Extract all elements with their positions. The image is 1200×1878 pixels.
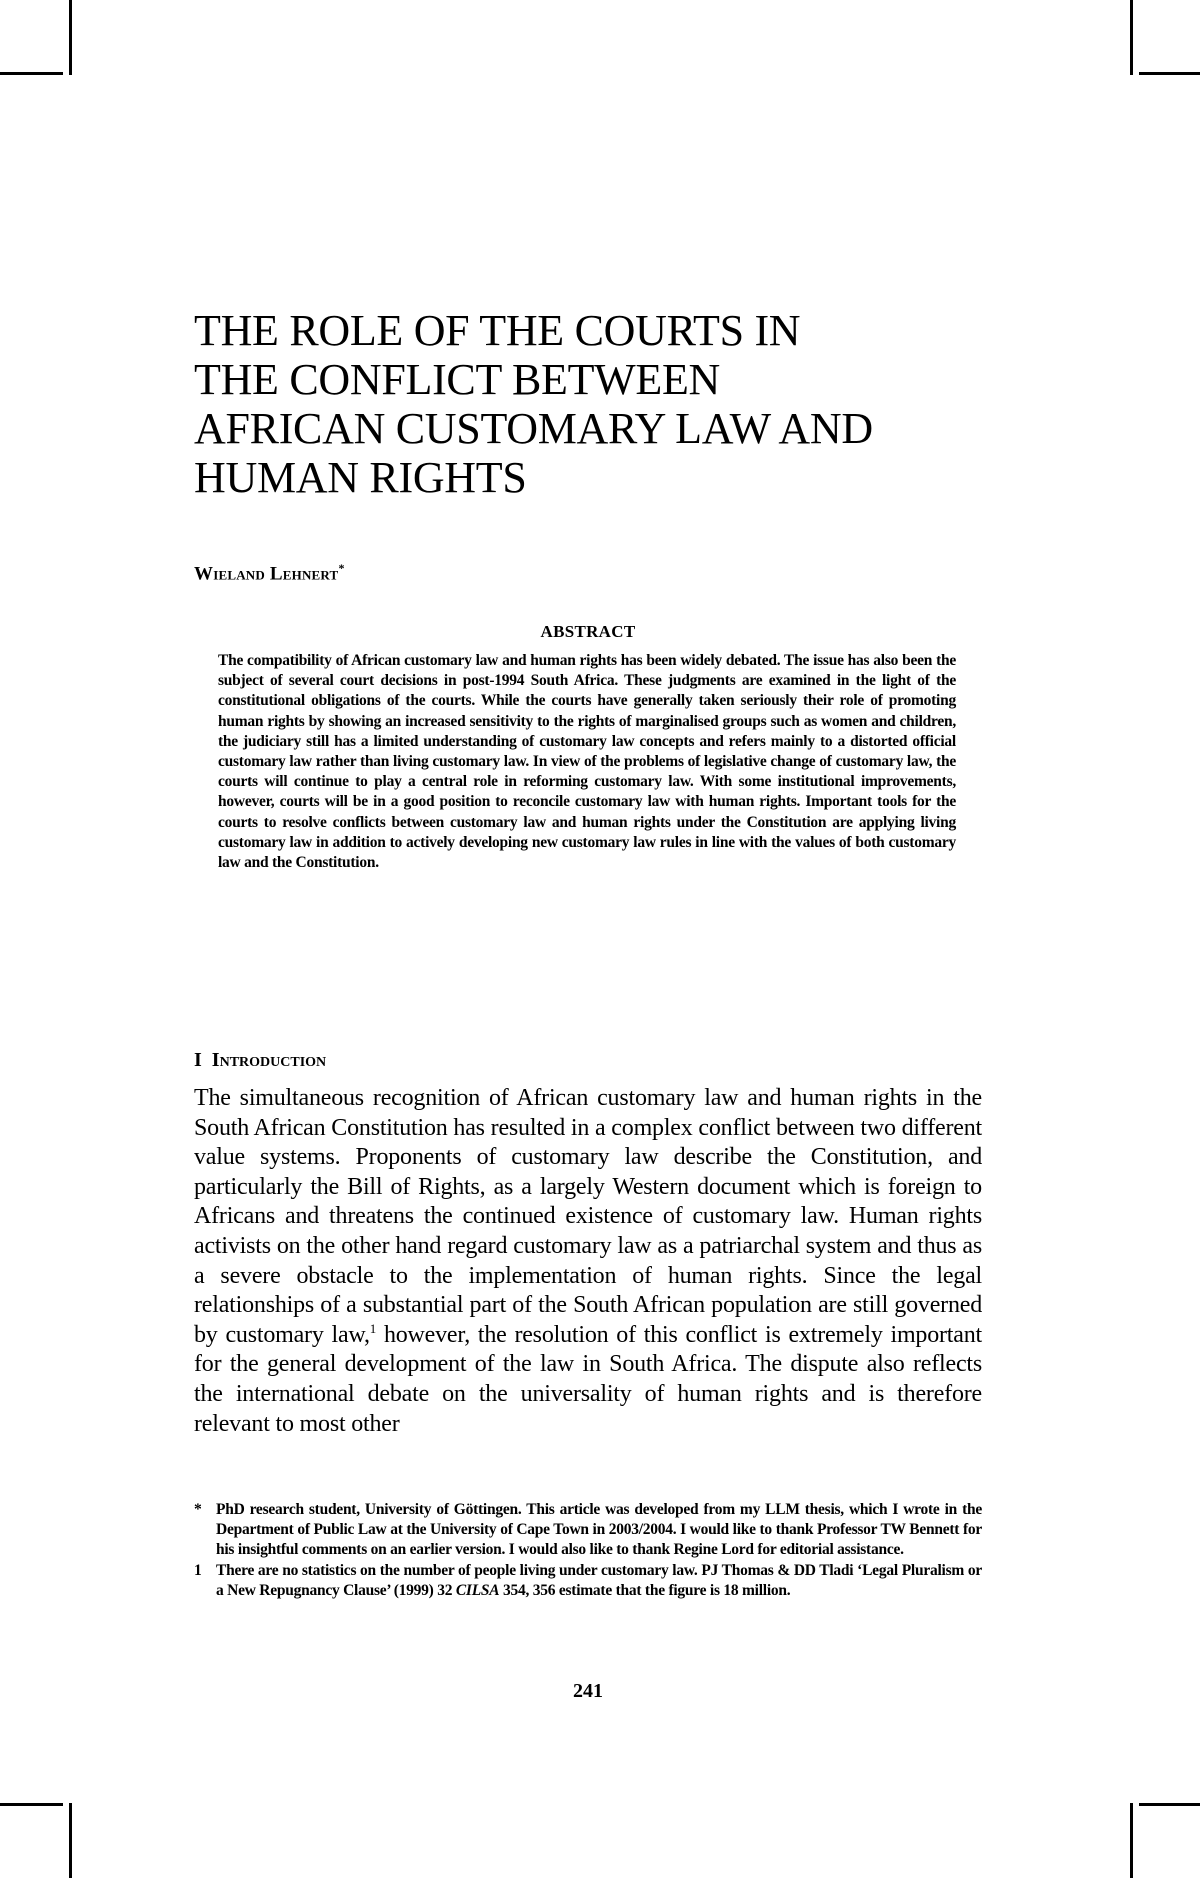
crop-mark-bottom-right-vertical [1130,1803,1133,1878]
footnote-mark: 1 [194,1561,202,1579]
abstract-heading: ABSTRACT [540,622,636,641]
footnote [194,1500,982,1561]
crop-mark-bottom-left-horizontal [0,1803,63,1806]
section-title: Introduction [211,1049,327,1071]
body-paragraph [194,1084,982,1439]
footnote [194,1561,982,1601]
crop-mark-bottom-left-vertical [69,1803,72,1878]
title-line: THE CONFLICT BETWEEN [194,355,721,404]
author-footnote-mark: * [338,561,345,575]
body-text-part-1: The simultaneous recognition of African customary law and human rights in the South African Constitution has resulted in a complex conflict between two different value systems. Proponents of customary law describe the Constitution, and particularly the Bill of Rights, as a largely Western document which is foreign to Africans and threatens the continued existence of customary law. Human rights activists on the other hand regard customary law as a patriarchal system and thus as a severe obstacle to the implementation of human rights. Since the legal relationships of a substantial part of the South African population are still governed by customary law, [194,1085,982,1348]
author-byline [194,561,345,585]
abstract-text: The compatibility of African customary law and human rights has been widely debated. The issue has also been the subject of several court decisions in post-1994 South Africa. These judgments are examined in the light of the constitutional obligations of the courts. While the courts have generally taken seriously their role of promoting human rights by showing an increased sensitivity to the rights of marginalised groups such as women and children, the judiciary still has a limited understanding of customary law concepts and refers mainly to a distorted official customary law rather than living customary law. In view of the problems of legislative change of customary law, the courts will continue to play a central role in reforming customary law. With some institutional improvements, however, courts will be in a good position to reconcile customary law with human rights. Important tools for the courts to resolve conflicts between customary law and human rights under the Constitution are applying living customary law in addition to actively developing new customary law rules in line with the values of both customary law and the Constitution. [218,652,956,872]
crop-mark-bottom-right-horizontal [1139,1803,1200,1806]
footnote-text-part-2: 354, 356 estimate that the figure is 18 million. [499,1581,791,1599]
crop-mark-top-right-vertical [1130,0,1133,75]
crop-mark-top-right-horizontal [1139,72,1200,75]
body-text-part-2: however, the resolution of this conflict is extremely important for the general development of the law in South Africa. The dispute also reflects the international debate on the universality of human rights and is therefore relevant to most other [194,1321,982,1437]
footnotes [194,1500,982,1601]
footnote-text-part-1: There are no statistics on the number of people living under customary law. PJ Thomas & DD Tladi ‘Legal Pluralism or a New Repugnancy Clause’ (1999) 32 [216,1561,982,1599]
section-number: I [194,1049,202,1071]
crop-mark-top-left-vertical [69,0,72,75]
footnote-reference: 1 [369,1320,377,1336]
section-heading [194,1049,326,1072]
footnote-text [216,1561,982,1601]
author-name: Wieland Lehnert [194,563,339,585]
title-line: HUMAN RIGHTS [194,453,527,502]
title-line: AFRICAN CUSTOMARY LAW AND [194,404,873,453]
title-line: THE ROLE OF THE COURTS IN [194,306,801,355]
crop-mark-top-left-horizontal [0,72,63,75]
article-title [194,306,1014,502]
journal-abbreviation: CILSA [455,1581,500,1599]
footnote-mark: * [194,1501,202,1518]
page-number: 241 [573,1680,603,1702]
footnote-text: PhD research student, University of Göttingen. This article was developed from my LLM thesis, which I wrote in the Department of Public Law at the University of Cape Town in 2003/2004. I would like to thank Professor TW Bennett for his insightful comments on an earlier version. I would also like to thank Regine Lord for editorial assistance. [216,1501,982,1559]
